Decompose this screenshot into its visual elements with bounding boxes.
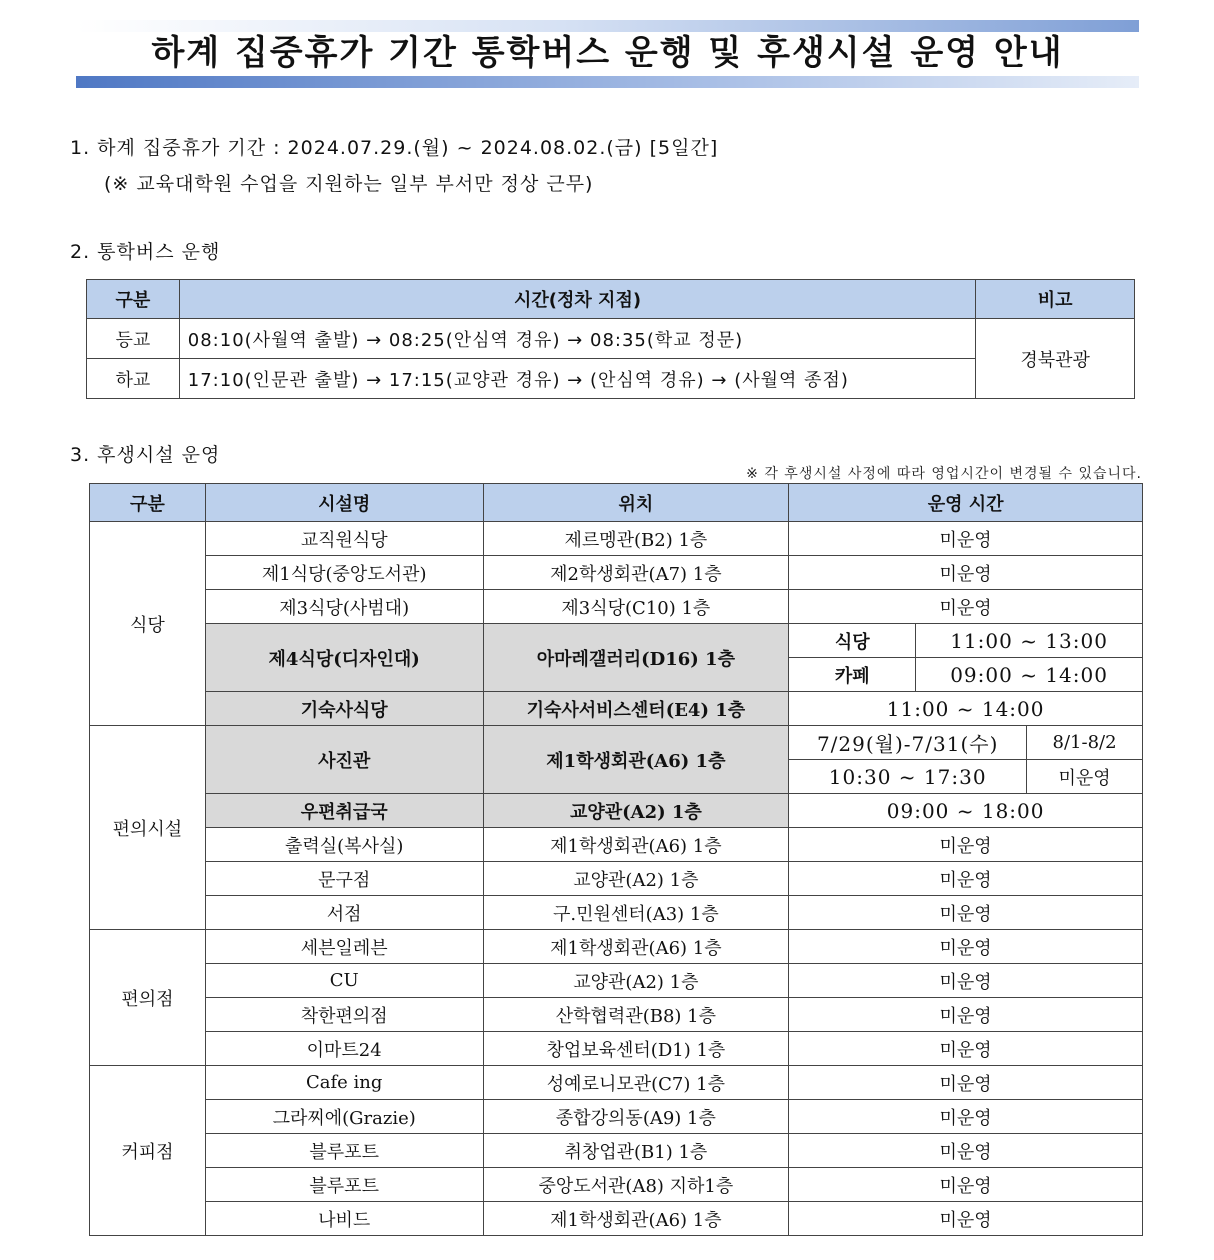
- facility-location: 제1학생회관(A6) 1층: [483, 726, 789, 794]
- facility-location: 산학협력관(B8) 1층: [483, 998, 789, 1032]
- title-banner: [76, 20, 1139, 88]
- facility-header-name: 시설명: [205, 484, 483, 522]
- facility-hours: 미운영: [789, 964, 1143, 998]
- facility-name: 그라찌에(Grazie): [205, 1100, 483, 1134]
- facility-hours: 미운영: [789, 1168, 1143, 1202]
- facility-location: 제1학생회관(A6) 1층: [483, 828, 789, 862]
- facility-hours: 미운영: [789, 522, 1143, 556]
- group-cell-restaurant: 식당: [90, 522, 206, 726]
- bus-header-type: 구분: [87, 280, 180, 319]
- facility-location: 구.민원센터(A3) 1층: [483, 896, 789, 930]
- facility-hours: 미운영: [789, 1202, 1143, 1236]
- table-row: [90, 794, 1143, 828]
- facility-name: 문구점: [205, 862, 483, 896]
- table-row: [90, 828, 1143, 862]
- facility-location: 교양관(A2) 1층: [483, 964, 789, 998]
- table-row: [90, 522, 1143, 556]
- bus-header-time: 시간(정차 지점): [179, 280, 976, 319]
- facility-header-group: 구분: [90, 484, 206, 522]
- facility-location: 아마레갤러리(D16) 1층: [483, 624, 789, 692]
- facility-name: 우편취급국: [205, 794, 483, 828]
- table-row: [90, 1066, 1143, 1100]
- bus-section-heading: 2. 통학버스 운행: [70, 241, 221, 263]
- facility-name: 제4식당(디자인대): [205, 624, 483, 692]
- table-row: [90, 998, 1143, 1032]
- period-label-2: 8/1-8/2: [1027, 726, 1143, 760]
- table-row: [90, 1134, 1143, 1168]
- table-row: [90, 556, 1143, 590]
- facility-header-location: 위치: [483, 484, 789, 522]
- facility-location: 취창업관(B1) 1층: [483, 1134, 789, 1168]
- group-cell-amenities: 편의시설: [90, 726, 206, 930]
- facility-name: Cafe ing: [205, 1066, 483, 1100]
- facility-name: 사진관: [205, 726, 483, 794]
- bus-header-row: [87, 280, 1135, 319]
- vacation-note: (※ 교육대학원 수업을 지원하는 일부 부서만 정상 근무): [104, 173, 594, 195]
- bus-header-remark: 비고: [976, 280, 1135, 319]
- bus-type: 하교: [87, 359, 180, 399]
- facility-name: 착한편의점: [205, 998, 483, 1032]
- facility-table: [89, 483, 1143, 1236]
- facility-hours: 미운영: [789, 1100, 1143, 1134]
- facility-hours: 09:00 ~ 18:00: [789, 794, 1143, 828]
- table-row: [90, 726, 1143, 760]
- facility-hours: 미운영: [789, 998, 1143, 1032]
- facility-location: 중앙도서관(A8) 지하1층: [483, 1168, 789, 1202]
- bus-remark: 경북관광: [976, 319, 1135, 399]
- facility-hours: 미운영: [789, 828, 1143, 862]
- table-row: [90, 1100, 1143, 1134]
- facility-location: 성예로니모관(C7) 1층: [483, 1066, 789, 1100]
- facility-hours-2: 미운영: [1027, 760, 1143, 794]
- facility-hours: 미운영: [789, 1032, 1143, 1066]
- facility-location: 제2학생회관(A7) 1층: [483, 556, 789, 590]
- facility-location: 종합강의동(A9) 1층: [483, 1100, 789, 1134]
- facility-location: 교양관(A2) 1층: [483, 794, 789, 828]
- facility-location: 제1학생회관(A6) 1층: [483, 930, 789, 964]
- facility-name: 제3식당(사범대): [205, 590, 483, 624]
- table-row: [90, 624, 1143, 658]
- facility-hours: 미운영: [789, 1066, 1143, 1100]
- facility-note: ※ 각 후생시설 사정에 따라 영업시간이 변경될 수 있습니다.: [746, 466, 1142, 482]
- table-row: [90, 1168, 1143, 1202]
- table-row: [90, 1032, 1143, 1066]
- facility-name: 블루포트: [205, 1168, 483, 1202]
- table-row: [90, 964, 1143, 998]
- facility-hours: 미운영: [789, 556, 1143, 590]
- facility-section-heading: 3. 후생시설 운영: [70, 444, 221, 466]
- table-row: [90, 862, 1143, 896]
- facility-hours: 미운영: [789, 590, 1143, 624]
- table-row: [90, 896, 1143, 930]
- facility-name: 교직원식당: [205, 522, 483, 556]
- facility-name: CU: [205, 964, 483, 998]
- table-row: [90, 692, 1143, 726]
- facility-name: 이마트24: [205, 1032, 483, 1066]
- bus-route: 17:10(인문관 출발) → 17:15(교양관 경유) → (안심역 경유) → (사월역 종점): [179, 359, 976, 399]
- bus-route: 08:10(사월역 출발) → 08:25(안심역 경유) → 08:35(학교 정문): [179, 319, 976, 359]
- facility-name: 세븐일레븐: [205, 930, 483, 964]
- facility-hours: 미운영: [789, 930, 1143, 964]
- facility-hours: 미운영: [789, 896, 1143, 930]
- facility-header-row: [90, 484, 1143, 522]
- facility-hours: 09:00 ~ 14:00: [916, 658, 1143, 692]
- group-cell-convenience: 편의점: [90, 930, 206, 1066]
- table-row: [90, 930, 1143, 964]
- bus-row-morning: [87, 319, 1135, 359]
- facility-location: 제1학생회관(A6) 1층: [483, 1202, 789, 1236]
- bus-table: [86, 279, 1135, 399]
- facility-name: 나비드: [205, 1202, 483, 1236]
- facility-name: 기숙사식당: [205, 692, 483, 726]
- title-bottom-bar: [76, 76, 1139, 88]
- facility-hours: 11:00 ~ 14:00: [789, 692, 1143, 726]
- facility-header-hours: 운영 시간: [789, 484, 1143, 522]
- facility-location: 제3식당(C10) 1층: [483, 590, 789, 624]
- period-label-1: 7/29(월)-7/31(수): [789, 726, 1027, 760]
- group-cell-coffee: 커피점: [90, 1066, 206, 1236]
- facility-location: 제르멩관(B2) 1층: [483, 522, 789, 556]
- facility-hours: 미운영: [789, 1134, 1143, 1168]
- facility-location: 창업보육센터(D1) 1층: [483, 1032, 789, 1066]
- facility-hours: 미운영: [789, 862, 1143, 896]
- table-row: [90, 590, 1143, 624]
- facility-hours: 11:00 ~ 13:00: [916, 624, 1143, 658]
- facility-hours: 10:30 ~ 17:30: [789, 760, 1027, 794]
- table-row: [90, 1202, 1143, 1236]
- sub-label-cafe: 카페: [789, 658, 916, 692]
- page-title: 하계 집중휴가 기간 통학버스 운행 및 후생시설 운영 안내: [151, 33, 1064, 73]
- facility-name: 출력실(복사실): [205, 828, 483, 862]
- sub-label-restaurant: 식당: [789, 624, 916, 658]
- facility-location: 기숙사서비스센터(E4) 1층: [483, 692, 789, 726]
- facility-name: 제1식당(중앙도서관): [205, 556, 483, 590]
- vacation-period: 1. 하계 집중휴가 기간 : 2024.07.29.(월) ~ 2024.08.02.(금) [5일간]: [70, 137, 719, 159]
- facility-location: 교양관(A2) 1층: [483, 862, 789, 896]
- facility-name: 서점: [205, 896, 483, 930]
- facility-name: 블루포트: [205, 1134, 483, 1168]
- bus-type: 등교: [87, 319, 180, 359]
